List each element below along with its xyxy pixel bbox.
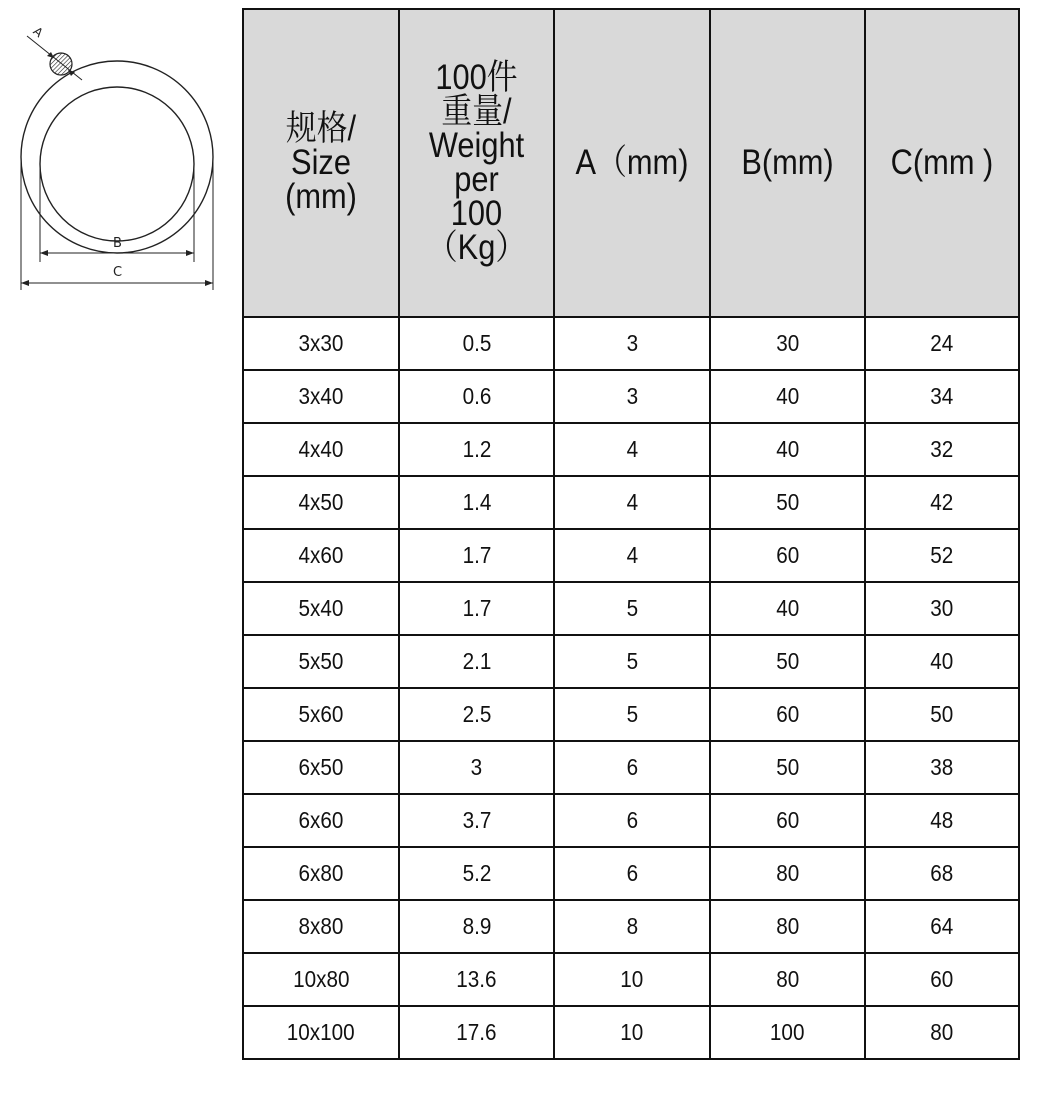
cell-c-value: 50	[930, 701, 954, 727]
cell-weight-value: 3	[470, 754, 483, 780]
cell-weight	[399, 688, 554, 741]
cell-weight	[399, 370, 554, 423]
cell-c	[865, 847, 1019, 900]
cell-size-value: 4x40	[298, 436, 344, 462]
cell-c	[865, 317, 1019, 370]
cell-weight	[399, 317, 554, 370]
cell-b-value: 50	[775, 489, 800, 515]
cell-weight-value: 8.9	[462, 913, 491, 939]
cell-weight-value: 1.4	[462, 489, 491, 515]
cell-a-value: 4	[626, 489, 638, 515]
cell-weight	[399, 476, 554, 529]
cell-weight-value: 17.6	[456, 1019, 497, 1045]
cell-weight-value: 2.1	[462, 648, 491, 674]
cell-b	[710, 317, 865, 370]
cell-weight-value: 13.6	[456, 966, 497, 992]
dimension-b-arrow	[186, 250, 194, 256]
cell-c	[865, 688, 1019, 741]
cell-size-value: 4x50	[298, 489, 344, 515]
cell-a-value: 10	[620, 1019, 644, 1045]
header-weight-line: 100（Kg）	[426, 194, 527, 267]
table-row	[243, 423, 1019, 476]
header-weight-line: Weight	[428, 126, 525, 165]
ring-outer-edge	[21, 61, 213, 253]
cell-b	[710, 953, 865, 1006]
cell-a	[554, 847, 710, 900]
dimension-b-arrow	[40, 250, 48, 256]
table-row	[243, 1006, 1019, 1059]
cell-weight	[399, 741, 554, 794]
cell-b	[710, 635, 865, 688]
cell-weight-value: 3.7	[462, 807, 491, 833]
cell-c-value: 64	[930, 913, 954, 939]
cell-a	[554, 582, 710, 635]
table-body	[243, 317, 1019, 1059]
cell-size-value: 10x80	[292, 966, 350, 992]
cell-weight	[399, 847, 554, 900]
cell-size-value: 5x50	[298, 648, 344, 674]
cell-size	[243, 900, 399, 953]
cell-weight	[399, 582, 554, 635]
cell-b-value: 60	[775, 542, 800, 568]
table-header-row	[243, 9, 1019, 317]
header-weight-line: 100件	[435, 58, 518, 97]
cell-size-value: 3x30	[298, 330, 344, 356]
cell-c	[865, 741, 1019, 794]
cell-a	[554, 529, 710, 582]
cell-c-value: 80	[930, 1019, 954, 1045]
dimension-c-arrow	[205, 280, 213, 286]
cell-b-value: 50	[775, 754, 800, 780]
cell-b-value: 30	[775, 330, 800, 356]
cell-weight-value: 5.2	[462, 860, 491, 886]
cell-a	[554, 317, 710, 370]
header-b	[710, 9, 865, 317]
cell-c-value: 40	[930, 648, 954, 674]
header-size-line: (mm)	[285, 177, 357, 216]
cell-c-value: 60	[930, 966, 954, 992]
cell-b	[710, 582, 865, 635]
cell-size-value: 6x60	[298, 807, 344, 833]
table-row	[243, 582, 1019, 635]
cell-b	[710, 688, 865, 741]
cell-b-value: 80	[775, 860, 800, 886]
cell-b-value: 50	[775, 648, 800, 674]
cell-a	[554, 370, 710, 423]
dimension-c-arrow	[21, 280, 29, 286]
cell-a	[554, 953, 710, 1006]
table-row	[243, 953, 1019, 1006]
cell-b	[710, 741, 865, 794]
cell-b-value: 60	[775, 807, 800, 833]
cell-b	[710, 476, 865, 529]
cell-weight-value: 2.5	[462, 701, 491, 727]
cell-c	[865, 423, 1019, 476]
cell-size	[243, 847, 399, 900]
cell-a	[554, 794, 710, 847]
cell-a-value: 8	[626, 913, 638, 939]
cell-a-value: 5	[626, 701, 638, 727]
cell-weight-value: 0.6	[462, 383, 491, 409]
cell-size-value: 6x80	[298, 860, 344, 886]
cell-b-value: 40	[775, 595, 800, 621]
cell-b-value: 40	[775, 436, 800, 462]
cell-a	[554, 1006, 710, 1059]
ring-spec-table	[242, 8, 1020, 1060]
header-c	[865, 9, 1019, 317]
cell-c-value: 32	[930, 436, 954, 462]
cell-size-value: 5x40	[298, 595, 344, 621]
header-c-line: C(mm )	[890, 143, 994, 182]
cell-a	[554, 635, 710, 688]
table-row	[243, 370, 1019, 423]
cell-size	[243, 423, 399, 476]
cell-size	[243, 688, 399, 741]
cell-weight	[399, 635, 554, 688]
cell-size	[243, 476, 399, 529]
cell-c	[865, 635, 1019, 688]
cell-c	[865, 794, 1019, 847]
dimension-c-label: C	[113, 265, 123, 280]
cell-a-value: 5	[626, 648, 638, 674]
cell-size	[243, 317, 399, 370]
cell-c-value: 24	[930, 330, 954, 356]
table-row	[243, 794, 1019, 847]
cell-size	[243, 635, 399, 688]
cell-b-value: 80	[775, 913, 800, 939]
cell-b	[710, 423, 865, 476]
cell-weight	[399, 1006, 554, 1059]
cell-c	[865, 1006, 1019, 1059]
cell-c-value: 30	[930, 595, 954, 621]
cell-b	[710, 370, 865, 423]
table-row	[243, 847, 1019, 900]
cell-b-value: 100	[770, 1019, 805, 1045]
cell-size	[243, 794, 399, 847]
cell-size	[243, 529, 399, 582]
cell-b-value: 40	[775, 383, 800, 409]
cell-size-value: 5x60	[298, 701, 344, 727]
cell-c	[865, 476, 1019, 529]
cell-b	[710, 529, 865, 582]
cell-size-value: 6x50	[298, 754, 344, 780]
cell-c-value: 48	[930, 807, 954, 833]
cell-a	[554, 688, 710, 741]
cell-c-value: 52	[930, 542, 954, 568]
header-a-line: A（mm)	[575, 143, 689, 182]
ring-inner-edge	[40, 87, 194, 241]
dimension-a-label: A	[30, 24, 46, 41]
wire-cross-section	[50, 53, 72, 75]
table-row	[243, 741, 1019, 794]
cell-a-value: 4	[626, 436, 638, 462]
cell-a-value: 6	[626, 860, 638, 886]
cell-a-value: 10	[620, 966, 644, 992]
cell-b	[710, 900, 865, 953]
header-size-line: Size	[291, 143, 351, 182]
cell-size-value: 10x100	[287, 1019, 355, 1045]
cell-weight	[399, 423, 554, 476]
cell-size	[243, 370, 399, 423]
cell-c-value: 68	[930, 860, 954, 886]
cell-c	[865, 953, 1019, 1006]
table-row	[243, 317, 1019, 370]
cell-a	[554, 900, 710, 953]
cell-weight-value: 1.2	[462, 436, 491, 462]
cell-b-value: 80	[775, 966, 800, 992]
cell-a-value: 6	[626, 807, 638, 833]
cell-a	[554, 741, 710, 794]
header-size-line: 规格/	[285, 109, 357, 148]
cell-size-value: 3x40	[298, 383, 344, 409]
header-a	[554, 9, 710, 317]
cell-size	[243, 582, 399, 635]
cell-c	[865, 529, 1019, 582]
cell-c-value: 34	[930, 383, 954, 409]
cell-b	[710, 847, 865, 900]
cell-size	[243, 1006, 399, 1059]
cell-c	[865, 900, 1019, 953]
cell-size	[243, 953, 399, 1006]
table-row	[243, 476, 1019, 529]
cell-c-value: 38	[930, 754, 954, 780]
table-row	[243, 688, 1019, 741]
table-row	[243, 529, 1019, 582]
cell-a-value: 3	[626, 383, 638, 409]
header-weight-line: 重量/	[441, 92, 512, 131]
cell-a	[554, 476, 710, 529]
cell-b	[710, 794, 865, 847]
cell-weight-value: 0.5	[462, 330, 491, 356]
cell-c	[865, 370, 1019, 423]
cell-b	[710, 1006, 865, 1059]
cell-a	[554, 423, 710, 476]
cell-b-value: 60	[775, 701, 800, 727]
dimension-b-label: B	[113, 236, 122, 251]
header-weight	[399, 9, 554, 317]
table-row	[243, 900, 1019, 953]
cell-weight	[399, 794, 554, 847]
cell-size	[243, 741, 399, 794]
cell-a-value: 6	[626, 754, 638, 780]
header-size	[243, 9, 399, 317]
cell-c	[865, 582, 1019, 635]
cell-a-value: 5	[626, 595, 638, 621]
cell-c-value: 42	[930, 489, 954, 515]
cell-weight	[399, 900, 554, 953]
cell-weight	[399, 529, 554, 582]
ring-dimension-diagram	[0, 0, 235, 300]
cell-weight	[399, 953, 554, 1006]
header-b-line: B(mm)	[741, 143, 834, 182]
cell-weight-value: 1.7	[462, 542, 491, 568]
cell-weight-value: 1.7	[462, 595, 491, 621]
cell-size-value: 8x80	[298, 913, 344, 939]
header-weight-line: per	[454, 160, 499, 199]
table-row	[243, 635, 1019, 688]
cell-size-value: 4x60	[298, 542, 344, 568]
cell-a-value: 3	[626, 330, 638, 356]
cell-a-value: 4	[626, 542, 638, 568]
